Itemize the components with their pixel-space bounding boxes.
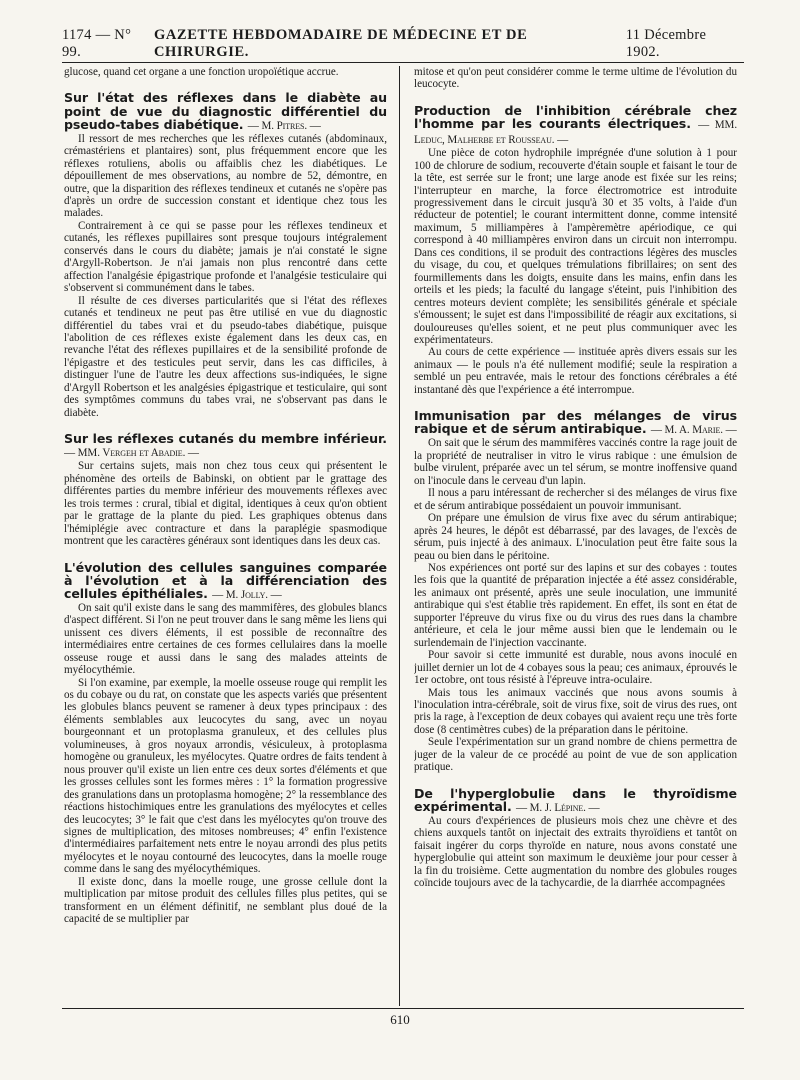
article-inhibition-cerebrale <box>414 104 737 396</box>
article-title: De l'hyperglobulie dans le thyroïdisme expérimental. <box>414 785 737 814</box>
article-cellules-sanguines <box>64 561 387 926</box>
paragraph: Seule l'expérimentation sur un grand nombre de chiens permettra de juger de la valeur de ce procédé au point de vue de son application pratique. <box>414 736 737 774</box>
paragraph: Mais tous les animaux vaccinés que nous avons soumis à l'inoculation intra-cérébrale, soit de virus fixe, soit de virus des rues, ont pris la rage, à l'exception de deux cobayes qui avaient reçu une très forte dose (8 centimètres cubes) de la préparation dans le péritoine. <box>414 686 737 736</box>
issue-date: 11 Décembre 1902. <box>625 27 707 60</box>
page-issue-number: 1174 — N° 99. <box>62 27 132 60</box>
article-reflexes-cutanes <box>64 432 387 547</box>
article-heading <box>414 104 737 147</box>
article-heading <box>64 91 387 132</box>
paragraph: Il nous a paru intéressant de rechercher si des mélanges de virus fixe et de sérum antirabique possédaient un pouvoir immunisant. <box>414 487 737 512</box>
column-divider <box>399 66 400 1006</box>
paragraph: Pour savoir si cette immunité est durable, nous avons inoculé en juillet dernier un lot de 4 cobayes sous la peau; ces animaux, éprouvés le 1er octobre, ont tous résisté à l'épreuve intra-oculaire. <box>414 649 737 687</box>
paragraph: On sait que le sérum des mammifères vaccinés contre la rage jouit de la propriété de neutraliser in vitro le virus rabique : une émulsion de bulbe virulent, préparée avec un tel sérum, se montre inoffensive quand on l'inocule dans le cerveau d'un lapin. <box>414 437 737 487</box>
journal-title: GAZETTE HEBDOMADAIRE DE MÉDECINE ET DE CHIRURGIE. <box>153 27 528 60</box>
article-heading <box>64 561 387 602</box>
article-author: — MM. Leduc, Malherbe et Rousseau. — <box>414 119 737 147</box>
paragraph: Il résulte de ces diverses particularités que si l'état des réflexes cutanés et tendineux ne peut pas être utilisé en vue du diagnostic différentiel du tabes vrai et du pseudo-tabes diabétique, puisque l'abolition de ces réflexes existe également dans les deux cas, en revanche l'état des réflexes pupillaires et de la sensibilité profonde de l'épigastre et des testicules peut servir, dans les cas difficiles, à distinguer l'une de l'autre les deux affections sus-indiquées, le signe d'Argyll Robertson et les analgésies épigastrique et testiculaire, qui sont des symptômes communs du tabes vrai, ne s'observant pas dans le diabète. <box>64 294 387 419</box>
article-title: Sur les réflexes cutanés du membre inférieur. <box>64 431 387 447</box>
article-title: L'évolution des cellules sanguines comparée à l'évolution et à la différenciation des cellules épithéliales. <box>64 559 387 601</box>
running-header <box>62 27 744 60</box>
paragraph: Si l'on examine, par exemple, la moelle osseuse rouge qui remplit les os du cobaye ou du rat, on constate que les aspects variés que présentent les globules blancs peuvent se ramener à deux types principaux : des éléments semblables aux leucocytes du sang, avec un noyau bourgeonnant et un protoplasma granuleux, et des cellules plus volumineuses, à gros noyaux arrondis, vésiculeux, à protoplasma homogène ou granuleux, les myélocytes. Quatre ordres de faits tendent à nous prouver qu'il existe un lien entre ces deux sortes d'éléments et que les grosses cellules sont les formes mères : 1° la formation progressive des granulations dans un protoplasma homogène; 2° la ressemblance des réactions histochimiques entre les granulations des myélocytes et celles des leucocytes; 3° le fait que c'est dans les myélocytes qu'on trouve des signes de multiplication, des mitoses nombreuses; 4° enfin l'existence d'intermédiaires parfaitement nets entre le noyau arrondi des plus petits myélocytes et le noyau contourné des leucocytes, dans la moelle rouge comme dans le sang des myélocythémiques. <box>64 676 387 876</box>
header-rule <box>62 62 744 63</box>
article-heading <box>414 409 737 437</box>
article-author: — M. J. Lépine. — <box>516 801 600 814</box>
footer-rule <box>62 1008 744 1009</box>
article-heading <box>414 787 737 815</box>
paragraph: Au cours d'expériences de plusieurs mois chez une chèvre et des chiens auxquels tantôt on injectait des extraits thyroïdiens et tantôt on faisait ingérer du corps thyroïde en nature, nous avons constaté une hyperglobulie qui atteint son maximum le deuxième jour pour cesser à la fin du troisième. Cette augmentation du nombre des globules rouges coïncide toujours avec de la tachycardie, de la diarrhée accompagnées <box>414 814 737 890</box>
article-reflexes-diabete <box>64 91 387 419</box>
article-title: Sur l'état des réflexes dans le diabète au point de vue du diagnostic différentiel du pseudo-tabes diabétique. <box>64 90 387 132</box>
paragraph: Il existe donc, dans la moelle rouge, une grosse cellule dont la multiplication par mitose produit des cellules filles plus petites, qui se transforment en un élément définitif, ne semblant plus doué de la capacité de se multiplier par <box>64 875 387 926</box>
paragraph: Il ressort de mes recherches que les réflexes cutanés (abdominaux, crémastériens et plantaires) sont, plus fréquemment encore que les réflexes rotuliens, abolis ou affaiblis chez les diabétiques. Le dépouillement de mes observations, au nombre de 52, démontre, en outre, que la disparition des réflexes tendineux et cutanés ne s'opère pas d'après un ordre de succession constant et identique chez tous les malades. <box>64 132 387 220</box>
paragraph: On sait qu'il existe dans le sang des mammifères, des globules blancs d'aspect différent. Si l'on ne peut trouver dans le sang même les liens qui unissent ces divers éléments, il est possible de reconnaître des intermédiaires entre certaines de ces formes cellulaires dans la moelle osseuse rouge et aussi dans le sang des malades atteints de myélocythémie. <box>64 601 387 677</box>
paragraph: Une pièce de coton hydrophile imprégnée d'une solution à 1 pour 100 de chlorure de sodium, recouverte d'étain souple et faisant le tour de la tête, est serrée sur le front; une large anode est fixée sur les reins; l'interrupteur en marche, la force électromotrice est introduite progressivement dans le circuit jusqu'à 30 et 35 volts, à l'aide d'un réducteur de potentiel; le courant intermittent donne, comme intensité maximum, 5 milliampères à l'ampèremètre apériodique, ce qui correspond à 40 milliampères environ dans un circuit non interrompu. Dans ces conditions, il se produit des contractions légères des muscles du visage, du cou, et quelques trémulations fibrillaires; on sent des fourmillements dans les doigts, ensuite dans les mains, enfin dans les orteils et les pieds; la faculté du langage s'éteint, puis l'inhibition des centres moteurs devient complète; les sensibilités générale et spéciale s'émoussent; le sujet est dans l'impossibilité de réagir aux excitations, si douloureuses qu'elles soient, et ne peut plus communiquer avec les expérimentateurs. <box>414 147 737 346</box>
left-column <box>64 66 387 1004</box>
article-author: — M. A. Marie. — <box>650 424 737 437</box>
article-title: Immunisation par des mélanges de virus rabique et de sérum antirabique. <box>414 408 737 437</box>
paragraph: Au cours de cette expérience — instituée après divers essais sur les animaux — le pouls n'a été nullement modifié; seule la respiration a semblé un peu entravée, mais le retour des fonctions cérébrales a été instantané dès que l'expérience a été interrompue. <box>414 346 737 396</box>
article-author: — MM. Vergeh et Abadie. — <box>64 447 199 460</box>
page-number: 610 <box>390 1012 410 1027</box>
article-author: — M. Pitres. — <box>247 119 321 132</box>
article-immunisation-rabique <box>414 409 737 773</box>
article-author: — M. Jolly. — <box>212 588 282 601</box>
paragraph: On prépare une émulsion de virus fixe avec du sérum antirabique; après 24 heures, le dépôt est débarrassé, par des lavages, de l'excès de sérum, puis injecté à des animaux. L'inoculation peut être faite sous la peau ou bien dans le péritoine. <box>414 512 737 562</box>
article-title: Production de l'inhibition cérébrale chez l'homme par les courants électriques. <box>414 102 737 131</box>
paragraph: Contrairement à ce qui se passe pour les réflexes tendineux et cutanés, les réflexes pupillaires sont presque toujours intégralement conservés dans le cours du diabète; jamais je n'ai constaté le signe d'Argyll-Robertson. Je n'ai jamais non plus rencontré dans cette affection l'analgésie épigastrique profonde et l'analgésie testiculaire qui s'observent si communément dans le tabes. <box>64 219 387 295</box>
article-heading <box>64 432 387 460</box>
right-column <box>414 66 737 1004</box>
paragraph: Nos expériences ont porté sur des lapins et sur des cobayes : toutes les fois que la quantité de préparation injectée a été assez considérable, les animaux ont présenté, après une seule inoculation, une immunité antirabique qui s'est établie très rapidement. En effet, ils sont en état de supporter l'épreuve du virus fixe ou du virus des rues dans la chambre antérieure, et cela le jour même aussi bien que le lendemain ou le surlendemain de l'injection vaccinante. <box>414 561 737 649</box>
continued-text: glucose, quand cet organe a une fonction uropoïétique accrue. <box>64 66 339 78</box>
continued-text: mitose et qu'on peut considérer comme le terme ultime de l'évolution du leucocyte. <box>414 66 737 91</box>
article-hyperglobulie <box>414 787 737 890</box>
paragraph: Sur certains sujets, mais non chez tous ceux qui présentent le phénomène des orteils de Babinski, on obtient par le grattage des différentes parties du membre inférieur des mouvements réflexes avec les trois termes : crural, tibial et digital, identiques à ceux qu'on obtient par le grattage de la plante du pied. Les graphiques obtenus dans l'hémiplégie avec contracture et dans la paraplégie spasmodique montrent que les caractères généraux sont identiques dans les deux cas. <box>64 460 387 548</box>
